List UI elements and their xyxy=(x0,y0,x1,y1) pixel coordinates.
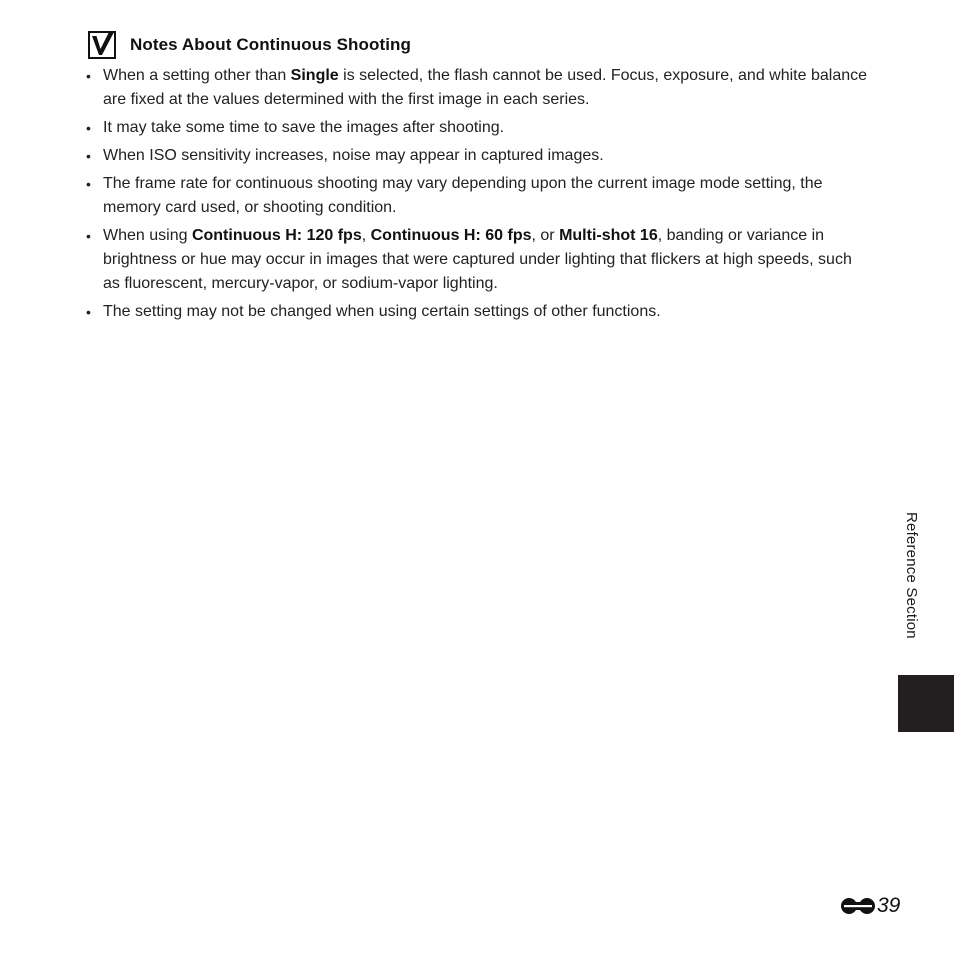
bullet-dot: • xyxy=(86,304,91,320)
bullet-text: The setting may not be changed when using certain settings of other functions. xyxy=(103,303,661,320)
bullet-dot: • xyxy=(86,176,91,192)
bullet-dot: • xyxy=(86,148,91,164)
note-header xyxy=(88,30,411,60)
bullet-text: , xyxy=(361,227,371,244)
bullet-dot: • xyxy=(86,120,91,136)
note-title: Notes About Continuous Shooting xyxy=(130,35,412,54)
side-section-label: Reference Section xyxy=(903,512,920,639)
section-tab xyxy=(898,675,954,732)
bullet-bold-term: Continuous H: 60 fps xyxy=(370,227,532,244)
bullet-text: When a setting other than xyxy=(103,67,291,84)
notes-bullet-list xyxy=(86,64,872,328)
bullet-dot: • xyxy=(86,68,91,84)
bullet-text: is selected, the flash cannot be used. Focus, exposure, and white balance are fixed at the values determined with the first image in each series. xyxy=(103,67,868,108)
note-bullet xyxy=(86,172,872,220)
note-bullet xyxy=(86,224,872,296)
bullet-text: When ISO sensitivity increases, noise may appear in captured images. xyxy=(103,147,604,164)
bullet-dot: • xyxy=(86,228,91,244)
bullet-text: It may take some time to save the images after shooting. xyxy=(103,119,505,136)
bullet-text: When using xyxy=(103,227,192,244)
page-number-text: 39 xyxy=(877,894,901,917)
page-number xyxy=(840,893,900,919)
reference-section-icon xyxy=(840,896,876,916)
bullet-text: , banding or variance in brightness or hue may occur in images that were captured under lighting that flickers at high speeds, such as fluorescent, mercury-vapor, or sodium-vapor lighting. xyxy=(103,227,852,292)
bullet-bold-term: Continuous H: 120 fps xyxy=(191,227,362,244)
check-note-icon xyxy=(88,31,116,59)
bullet-bold-term: Multi-shot 16 xyxy=(559,227,658,244)
note-bullet xyxy=(86,144,872,168)
note-bullet xyxy=(86,116,872,140)
bullet-text: , or xyxy=(531,227,560,244)
note-bullet xyxy=(86,64,872,112)
bullet-bold-term: Single xyxy=(290,67,339,84)
bullet-text: The frame rate for continuous shooting may vary depending upon the current image mode setting, the memory card used, or shooting condition. xyxy=(103,175,823,216)
note-bullet xyxy=(86,300,872,324)
